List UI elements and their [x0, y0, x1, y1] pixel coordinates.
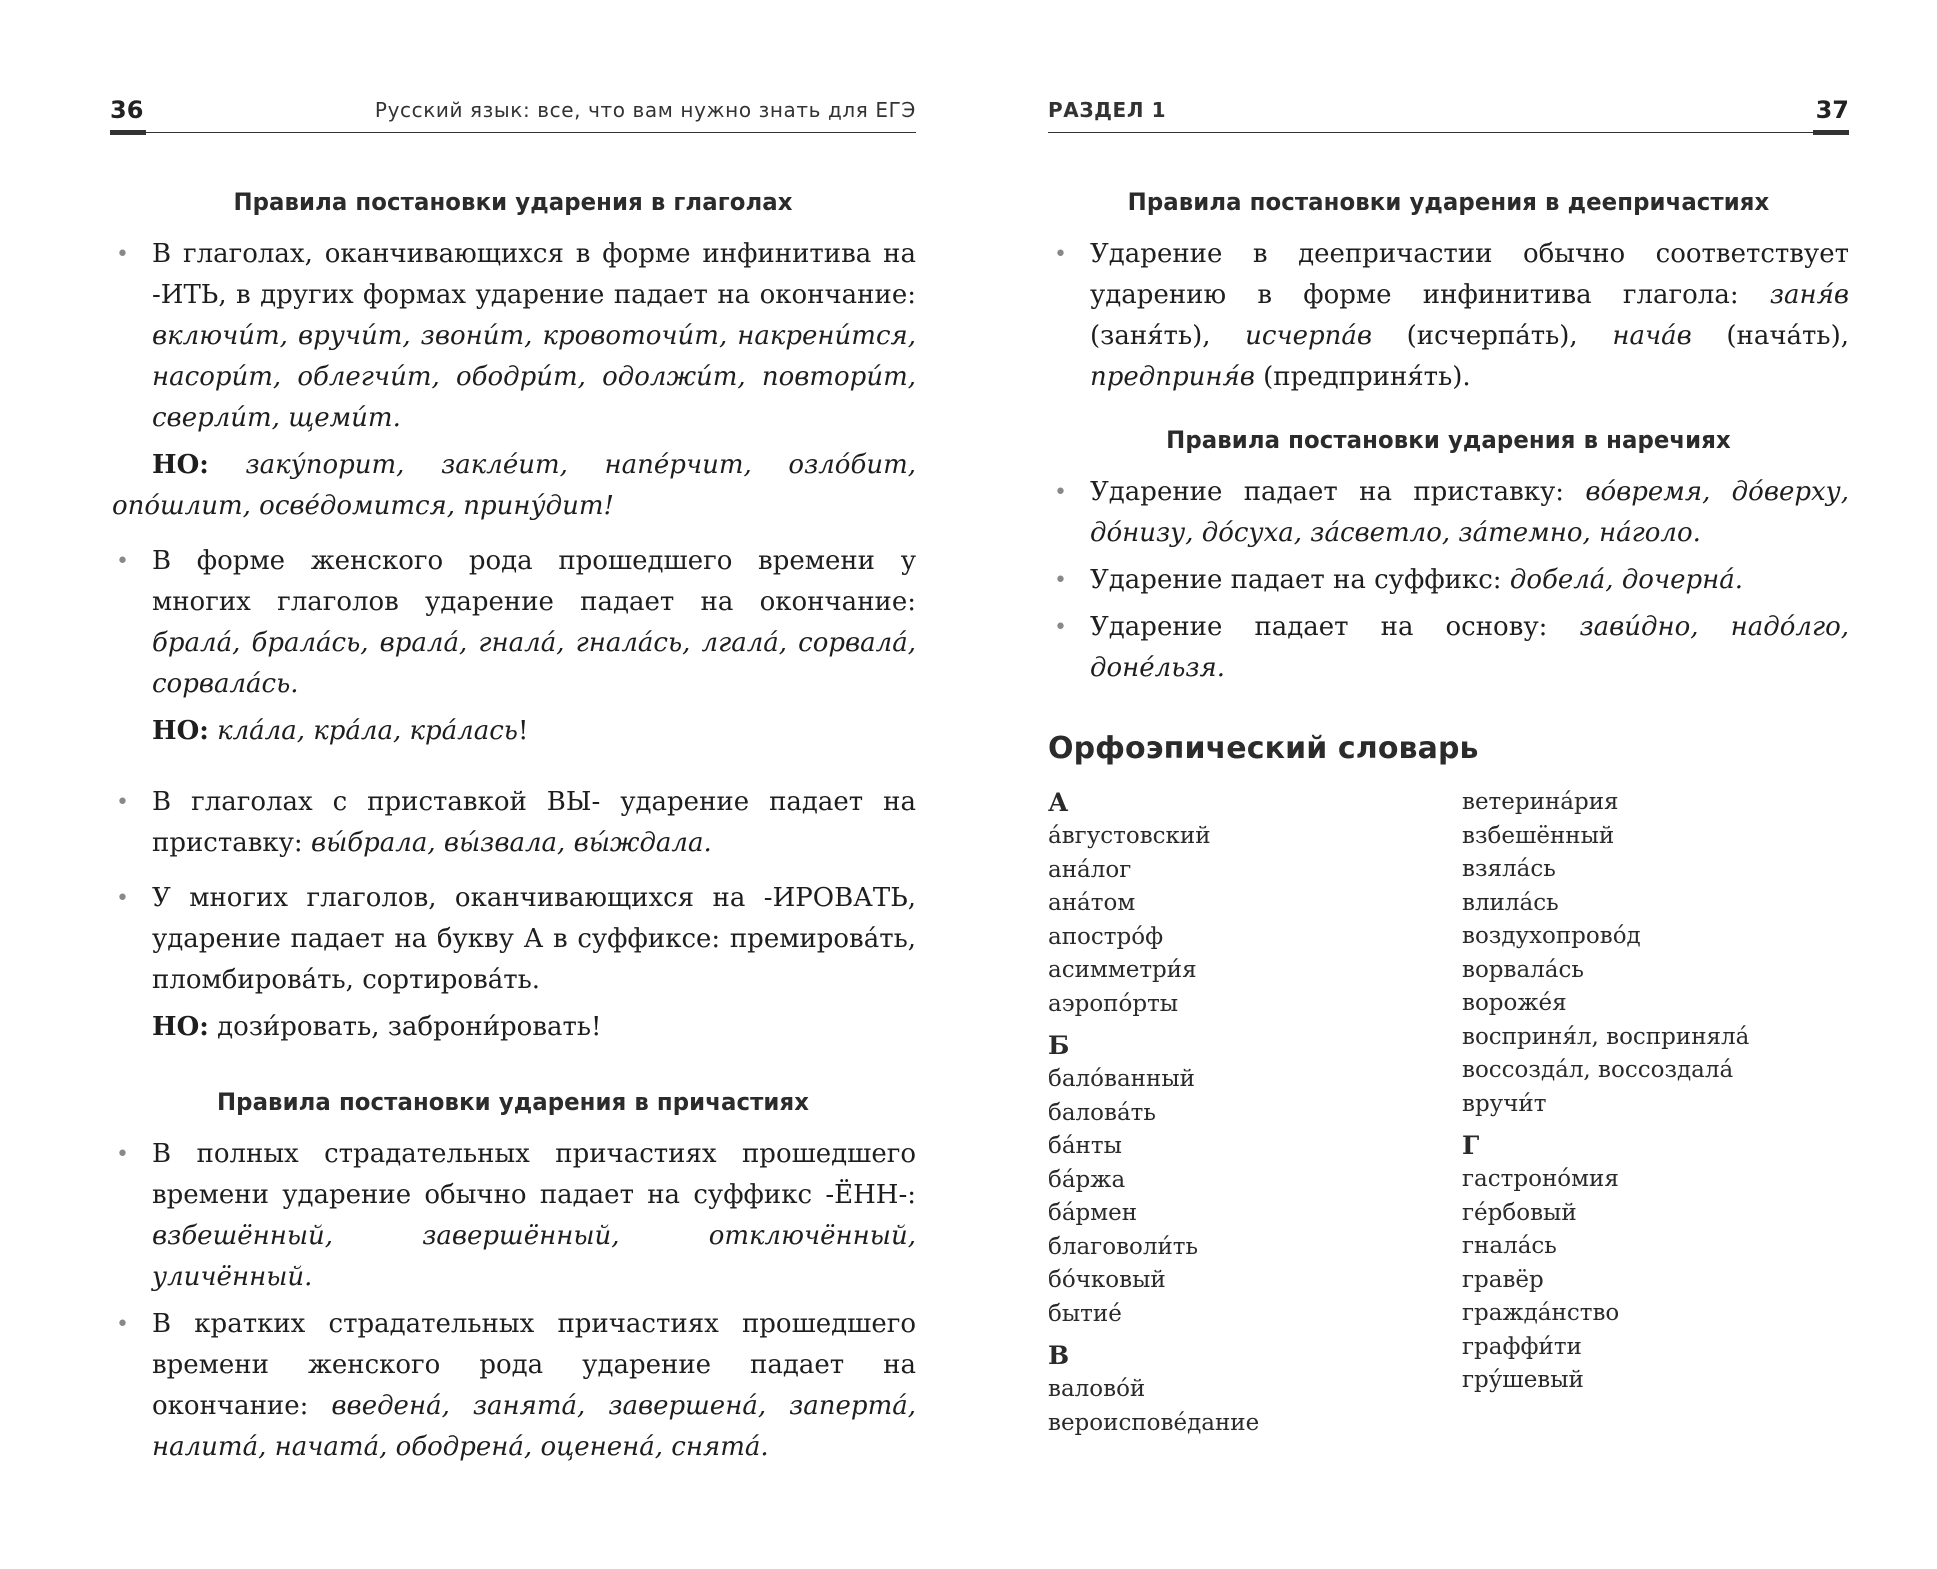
- rule-text: Ударение падает на приставку:: [1090, 477, 1586, 507]
- dict-word: а́вгустовский: [1048, 823, 1211, 849]
- dict-word: апостро́ф: [1048, 923, 1164, 950]
- right-page-number: 37: [1815, 96, 1849, 124]
- heading-dictionary: Орфоэпический словарь: [1048, 731, 1479, 766]
- dict-word: взбешённый: [1462, 822, 1615, 849]
- infinitive: (заня́ть),: [1090, 321, 1246, 351]
- dict-word: воссозда́л, воссоздала́: [1462, 1057, 1734, 1083]
- rule-examples: введена́, занята́, завершена́, заперта́, налита́, начата́, ободрена́, оценена́, снята́.: [152, 1391, 916, 1462]
- no-label: НО:: [152, 1012, 209, 1042]
- note-verbs-4: [152, 1007, 916, 1048]
- dict-word: гражда́нство: [1462, 1300, 1620, 1326]
- dict-letter-b: Б: [1048, 1031, 1070, 1060]
- dict-word: взяла́сь: [1462, 856, 1556, 882]
- dict-word: ба́рмен: [1048, 1200, 1138, 1226]
- dict-word: балова́ть: [1048, 1099, 1156, 1126]
- dict-word: гéрбовый: [1462, 1199, 1577, 1226]
- rule-text: В кратких страдательных причастиях прошедшего времени женского рода ударение падает на окончание:: [152, 1309, 916, 1421]
- dict-word: гнала́сь: [1462, 1233, 1557, 1259]
- dict-word: ана́том: [1048, 890, 1136, 916]
- dict-word: бытиé: [1048, 1300, 1122, 1327]
- rule-examples: добела́, дочерна́.: [1509, 565, 1744, 595]
- dict-letter-g: Г: [1462, 1131, 1480, 1160]
- rule-adverbs-1: [1048, 472, 1849, 554]
- left-header: [110, 90, 916, 134]
- right-content: [1048, 188, 1849, 1486]
- dict-word: ана́лог: [1048, 856, 1132, 883]
- rules-verbs: [110, 234, 916, 439]
- note-verbs-1: [112, 445, 916, 527]
- no-label: НО:: [152, 716, 209, 746]
- dict-letter-a: А: [1048, 788, 1069, 817]
- heading-participles: Правила постановки ударения в причастиях: [216, 1088, 810, 1116]
- right-header: [1048, 90, 1849, 134]
- note-verbs-2: [152, 711, 916, 752]
- note-text: дози́ровать, заброни́ровать!: [208, 1012, 602, 1042]
- no-label: НО:: [152, 450, 209, 480]
- rule-verbs-2: [110, 541, 916, 705]
- example: заня́в: [1769, 280, 1849, 310]
- dict-word: бо́чковый: [1048, 1267, 1166, 1293]
- left-page-number: 36: [110, 96, 144, 124]
- rule-adverbs-3: [1048, 607, 1849, 689]
- dict-word: гастроно́мия: [1462, 1166, 1619, 1192]
- note-examples: заку́порит, заклéит, напéрчит, озло́бит, опо́шлит, освéдомится, прину́дит!: [112, 450, 916, 521]
- rules-verbs-3: [110, 782, 916, 1001]
- rule-examples: вы́брала, вы́звала, вы́ждала.: [310, 828, 712, 858]
- rule-examples: взбешённый, завершённый, отключённый, уличённый.: [152, 1221, 916, 1292]
- dict-word: влила́сь: [1462, 889, 1559, 916]
- infinitive: (предприня́ть).: [1254, 362, 1471, 392]
- dict-word: ба́нты: [1048, 1133, 1122, 1159]
- rule-text: Ударение падает на суффикс:: [1090, 565, 1510, 595]
- rules-verbs-2: [110, 541, 916, 705]
- dict-word: ба́ржа: [1048, 1166, 1126, 1193]
- dict-letter-v: В: [1048, 1341, 1070, 1370]
- left-content: [110, 188, 916, 1474]
- infinitive: (нача́ть),: [1691, 321, 1849, 351]
- rule-text: Ударение в деепричастии обычно соответствует ударению в форме инфинитива глагола:: [1090, 239, 1849, 310]
- rule-participles-2: [110, 1304, 916, 1468]
- rule-adverbs-2: [1048, 560, 1849, 601]
- left-page: [110, 0, 916, 1569]
- dict-word: асимметри́я: [1048, 957, 1197, 983]
- rule-verbs-3: [110, 782, 916, 864]
- heading-adverbs: Правила постановки ударения в наречиях: [1166, 426, 1731, 454]
- example: предприня́в: [1090, 362, 1255, 392]
- rule-examples: во́время, до́верху, до́низу, до́суха, за́светло, за́темно, на́голо.: [1090, 477, 1849, 548]
- dictionary-columns: [1048, 786, 1849, 1486]
- rule-verbs-4: [110, 878, 916, 1001]
- rule-text: Ударение падает на основу:: [1090, 612, 1580, 642]
- dict-word: гру́шевый: [1462, 1367, 1584, 1393]
- rule-text: В полных страдательных причастиях прошедшего времени ударение обычно падает на суффикс -ЁНН-:: [152, 1139, 916, 1210]
- dict-word: аэропо́рты: [1048, 990, 1179, 1017]
- dict-word: воздухопрово́д: [1462, 923, 1641, 949]
- dictionary-column-1: [1048, 786, 1259, 1440]
- rule-participles-1: [110, 1134, 916, 1298]
- rules-gerunds: [1048, 234, 1849, 398]
- rule-examples: включи́т, вручи́т, звони́т, кровоточи́т, накрени́тся, насори́т, облегчи́т, ободри́т, одолжи́т, повтори́т, сверли́т, щеми́т.: [152, 321, 916, 433]
- section-label: РАЗДЕЛ 1: [1048, 98, 1167, 122]
- dict-word: ворожéя: [1462, 990, 1567, 1016]
- rule-text: В глаголах с приставкой ВЫ- ударение падает на приставку:: [152, 787, 916, 858]
- dict-word: благоволи́ть: [1048, 1233, 1199, 1260]
- header-rule-mark: [1813, 130, 1849, 135]
- note-end: !: [517, 716, 529, 746]
- note-examples: кла́ла, кра́ла, кра́лась: [208, 716, 518, 746]
- dict-word: гравёр: [1462, 1266, 1544, 1293]
- rule-verbs-1: [110, 234, 916, 439]
- heading-gerunds: Правила постановки ударения в деепричастиях: [1127, 188, 1770, 216]
- header-rule: [1048, 132, 1849, 133]
- dict-word: бало́ванный: [1048, 1066, 1195, 1092]
- dict-word: восприня́л, восприняла́: [1462, 1023, 1750, 1050]
- dict-word: граффи́ти: [1462, 1333, 1582, 1360]
- infinitive: (исчерпа́ть),: [1372, 321, 1613, 351]
- rule-examples: зави́дно, надо́лго, донéльзя.: [1090, 612, 1850, 683]
- dictionary-column-2: [1462, 786, 1749, 1398]
- rule-text: В форме женского рода прошедшего времени у многих глаголов ударение падает на окончание:: [152, 546, 916, 617]
- dict-word: вручи́т: [1462, 1090, 1547, 1117]
- rule-text: В глаголах, оканчивающихся в форме инфинитива на -ИТЬ, в других формах ударение падает на окончание:: [152, 239, 916, 310]
- right-page: [1048, 0, 1849, 1569]
- rule-text: У многих глаголов, оканчивающихся на -ИРОВАТЬ, ударение падает на букву А в суффиксе: премирова́ть, пломбирова́ть, сортирова́ть.: [152, 883, 916, 995]
- dict-word: вероисповéдание: [1048, 1409, 1260, 1436]
- dict-word: валово́й: [1048, 1376, 1146, 1402]
- running-title: Русский язык: все, что вам нужно знать для ЕГЭ: [374, 98, 916, 122]
- dict-word: ветерина́рия: [1462, 789, 1619, 815]
- rules-participles: [110, 1134, 916, 1468]
- heading-verbs: Правила постановки ударения в глаголах: [233, 188, 793, 216]
- example: исчерпа́в: [1245, 321, 1373, 351]
- dict-word: ворвала́сь: [1462, 956, 1584, 983]
- rule-gerunds-1: [1048, 234, 1849, 398]
- header-rule-mark: [110, 130, 146, 135]
- rules-adverbs: [1048, 472, 1849, 689]
- rule-examples: брала́, брала́сь, врала́, гнала́, гнала́сь, лгала́, сорвала́, сорвала́сь.: [152, 628, 916, 699]
- header-rule: [110, 132, 916, 133]
- example: нача́в: [1612, 321, 1692, 351]
